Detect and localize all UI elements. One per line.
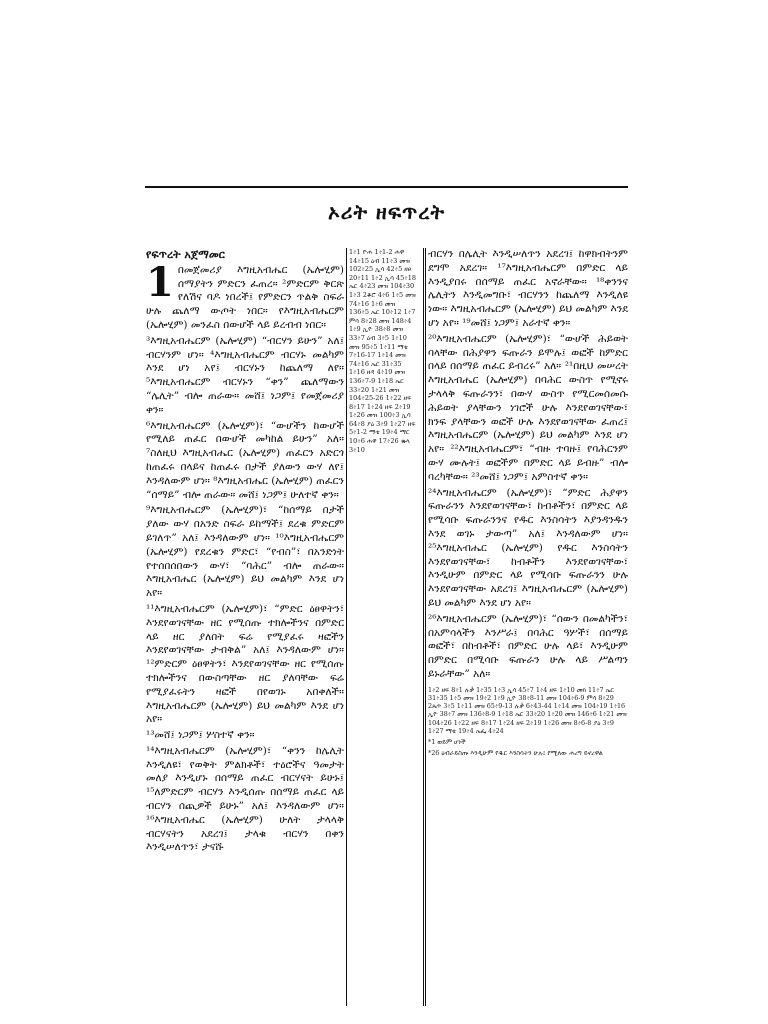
verse-paragraph: በመጀመሪያ እግዚአብሔር (ኤሎሂም) ሰማያትን ምድርን ፈጠረ። ²ምድርም ቅርጽ የለሽና ባዶ ነበረች፤ የምድርን ጥልቅ ስፍራ ሁሉ ጨለማ ውጦት ነበር። የእግዚአብሔርም (ኤሎሂም) መንፈስ በውሆች ላይ ይረብብ ነበር። (146, 263, 344, 331)
verse-paragraph: ¹¹እግዚአብሔርም (ኤሎሂም)፣ “ምድር ዕፀዋትን፣ እንደየወገናቸው ዘር የሚሰጡ ተክሎችንና በምድር ላይ ዘር ያለበት ፍሬ የሚያፈሩ ዛፎችን እንደየወገናቸው ታብቅል” አለ፤ እንዳለውም ሆነ። ¹²ምድርም ዕፀዋትን፣ እንደየወገናቸው ዘር የሚሰጡ ተክሎችንና በውስጣቸው ዘር ያለባቸው ፍሬ የሚያፈሩትን ዛፎች በየወገኑ አበቀለች። እግዚአብሔርም (ኤሎሂም) ይህ መልካም እንደ ሆነ አየ። (146, 602, 344, 726)
book-title: ኦሪት ዘፍጥረት (328, 200, 445, 224)
top-rule (145, 186, 628, 188)
column-divider (346, 248, 347, 1006)
right-text-column (428, 248, 628, 1018)
verse-paragraph: ³እግዚአብሔርም (ኤሎሂም) “ብርሃን ይሁን” አለ፤ ብርሃንም ሆነ። ⁴እግዚአብሔርም ብርሃኑ መልካም እንደ ሆነ አየ፤ ብርሃኑን ከጨለማ ለየ። ⁵እግዚአብሔርም ብርሃኑን “ቀን” ጨለማውን “ሌሊት” ብሎ ጠራው። መሸ፤ ነጋም፤ የመጀመሪያ ቀን። (146, 334, 344, 416)
verse-paragraph: ²⁰እግዚአብሔርም (ኤሎሂም)፣ “ውሆች ሕይወት ባላቸው በሕያዋን ፍጡራን ይሞሉ፤ ወፎች ከምድር በላይ በሰማይ ጠፈር ይብረሩ” አለ። ²¹በዚህ መሠረት እግዚአብሔር (ኤሎሂም) በባሕር ውስጥ የሚኖሩ ታላላቅ ፍጡራንን፣ በውሃ ውስጥ የሚርመሰመሱ ሕይወት ያላቸውን ነገሮች ሁሉ እንደየወገናቸው፣ ክንፍ ያላቸውን ወፎች ሁሉ እንደየወገናቸው ፈጠረ፤ እግዚአብሔርም (ኤሎሂም) ይህ መልካም እንደ ሆነ አየ። ²²እግዚአብሔርም፣ “ብዙ ተባዙ፤ የባሕርንም ውሃ ሙሉት፤ ወፎችም በምድር ላይ ይብዙ” ብሎ ባረካቸው። ²³መሸ፤ ነጋም፤ አምስተኛ ቀን። (428, 332, 628, 483)
verse-paragraph: ²⁶እግዚአብሔርም (ኤሎሂም)፣ “ሰውን በመልካችን፣ በአምሳላችን እንሥራ፤ በባሕር ዓሦች፣ በሰማይ ወፎች፣ በከብቶች፣ በምድር ሁሉ ላይ፣ እንዲሁም በምድር በሚሳቡ ፍጡራን ሁሉ ላይ ሥልጣን ይኑራቸው” አለ። (428, 612, 628, 680)
verse-paragraph: ²⁴እግዚአብሔርም (ኤሎሂም)፣ “ምድር ሕያዋን ፍጡራንን እንደየወገናቸው፣ ከብቶችን፣ በምድር ላይ የሚሳቡ ፍጡራንንና የዱር እንስሳትን እያንዳንዱን እንደ ወገኑ ታውጣ” አለ፤ እንዳለውም ሆነ። ²⁵እግዚአብሔር (ኤሎሂም) የዱር እንስሳትን እንደየወገናቸው፣ ከብቶችን እንደየወገናቸው፣ እንዲሁም በምድር ላይ የሚሳቡ ፍጡራንን ሁሉ እንደየወገናቸው አደረገ፤ እግዚአብሔርም (ኤሎሂም) ይህ መልካም እንደ ሆነ አየ። (428, 486, 628, 609)
verse-paragraph: ¹³መሸ፤ ነጋም፤ ሦስተኛ ቀን። (146, 729, 255, 742)
cross-references: 1፥2 ዘፍ 8፥1 ሉቃ 1፥35 1፥3 ኢሳ 45፥7 1፥4 ዘፍ 1፥10 መክ 11፥7 ኤር 31፥35 1፥5 መዝ 19፥2 1፥9 ኢዮ 38፥8-11 መዝ 104፥6-9 ምሳ 8፥29 2ጴጥ 3፥5 1፥11 መዝ 65፥9-13 ሉቃ 6፥43-44 1፥14 መዝ 104፥19 1፥16 ኢዮ 38፥7 መዝ 136፥8-9 1፥18 ኤር 33፥20 1፥20 መዝ 146፥6 1፥21 መዝ 104፥26 1፥22 ዘፍ 8፥17 1፥24 ዘፍ 2፥19 1፥26 መዝ 8፥6-8 ያዕ 3፥9 1፥27 ማቴ 19፥4 ኤፌ 4፥24 (428, 685, 627, 735)
footnote: *1 ወይም ሆነች (428, 737, 466, 746)
chapter-number: 1 (146, 258, 174, 306)
verse-paragraph: ⁶እግዚአብሔርም (ኤሎሂም)፣ “ውሆችን ከውሆች የሚለይ ጠፈር በውሆች መካከል ይሁን” አለ። ⁷ስለዚህ እግዚአብሔር (ኤሎሂም) ጠፈርን አድርጎ ከጠፈሩ በላይና ከጠፈሩ በታች ያለውን ውሃ ለየ፤ እንዳለውም ሆነ። ⁸እግዚአብሔር (ኤሎሂም) ጠፈርን “ሰማይ” ብሎ ጠራው። መሸ፤ ነጋም፤ ሁለተኛ ቀን። (146, 419, 344, 501)
verse-paragraph: ¹⁴እግዚአብሔርም (ኤሎሂም)፣ “ቀንን ከሌሊት እንዲለዩ፣ የወቅት ምልክቶች፣ ተዕሮችና ዓመታት መለያ እንዲሆኑ በሰማይ ጠፈር ብርሃናት ይሁኑ፤ ¹⁵ለምድርም ብርሃን እንዲሰጡ በሰማይ ጠፈር ላይ ብርሃን ሰጪዎች ይሁኑ” አለ፤ እንዳለውም ሆነ። ¹⁶እግዚአብሔር (ኤሎሂም) ሁለት ታላላቅ ብርሃናትን አደረገ፤ ታላቁ ብርሃን በቀን እንዲሠለጥን፣ ታናሹ (146, 744, 344, 854)
left-text-column (146, 248, 344, 1018)
cross-reference-column: 1፥1 ዮሐ 1፥1-2 ሐዋ 14፥15 ዕብ 11፥3 መዝ 102፥25 ኢሳ 42፥5 ዘፀ 20፥11 1፥2 ኢሳ 45፥18 ኤር 4፥23 መዝ 104፥30 1፥3 2ቆሮ 4፥6 1፥5 መዝ 74፥16 1፥6 መዝ 136፥5 ኤር 10፥12 1፥7 ምሳ 8፥28 መዝ 148፥4 1፥9 ኢዮ 38፥8 መዝ 33፥7 ዕብ 3፥5 1፥10 መዝ 95፥5 1፥11 ማቴ 7፥16-17 1፥14 መዝ 74፥16 ኤር 31፥35 1፥16 ዘዳ 4፥19 መዝ 136፥7-9 1፥18 ኤር 33፥20 1፥21 መዝ 104፥25-26 1፥22 ዘፍ 8፥17 1፥24 ዘፍ 2፥19 1፥26 መዝ 100፥3 ኢሳ 64፥8 ያዕ 3፥9 1፥27 ዘፍ 5፥1-2 ማቴ 19፥4 ማር 10፥6 ሐዋ 17፥26 ቈላ 3፥10 (349, 248, 417, 454)
footnote: *26 ዕብራይስጡ እንዲሁም የዱር እንስሳትን ሁሉ፤ የሚለው ሐረግ ይኖረዋል (428, 749, 603, 758)
column-divider (425, 248, 426, 1006)
column-divider (423, 248, 424, 1006)
verse-paragraph: ብርሃን በሌሊት እንዲሠለጥን አደረገ፤ ከዋክብትንም ደግሞ አደረገ። ¹⁷እግዚአብሔርም በምድር ላይ እንዲያበሩ በሰማይ ጠፈር አኖራቸው። ¹⁸ቀንንና ሌሊትን እንዲመግቡ፣ ብርሃንን ከጨለማ እንዲለዩ ነው። እግዚአብሔርም (ኤሎሂም) ይህ መልካም እንደ ሆነ አየ። ¹⁹መሸ፤ ነጋም፤ አራተኛ ቀን። (428, 248, 628, 329)
section-heading: የፍጥረት አጀማመር (146, 248, 225, 261)
verse-paragraph: ⁹እግዚአብሔርም (ኤሎሂም)፣ “ከሰማይ በታች ያለው ውሃ በአንድ ስፍራ ይከማች፤ ደረቁ ምድርም ይገለጥ” አለ፤ እንዳለውም ሆነ። ¹⁰እግዚአብሔርም (ኤሎሂም) የደረቁን ምድር፣ “የብስ”፣ በአንድነት የተሰበሰበውን ውሃ፣ “ባሕር” ብሎ ጠራው። እግዚአብሔር (ኤሎሂም) ይህ መልካም እንደ ሆነ አየ። (146, 504, 344, 600)
